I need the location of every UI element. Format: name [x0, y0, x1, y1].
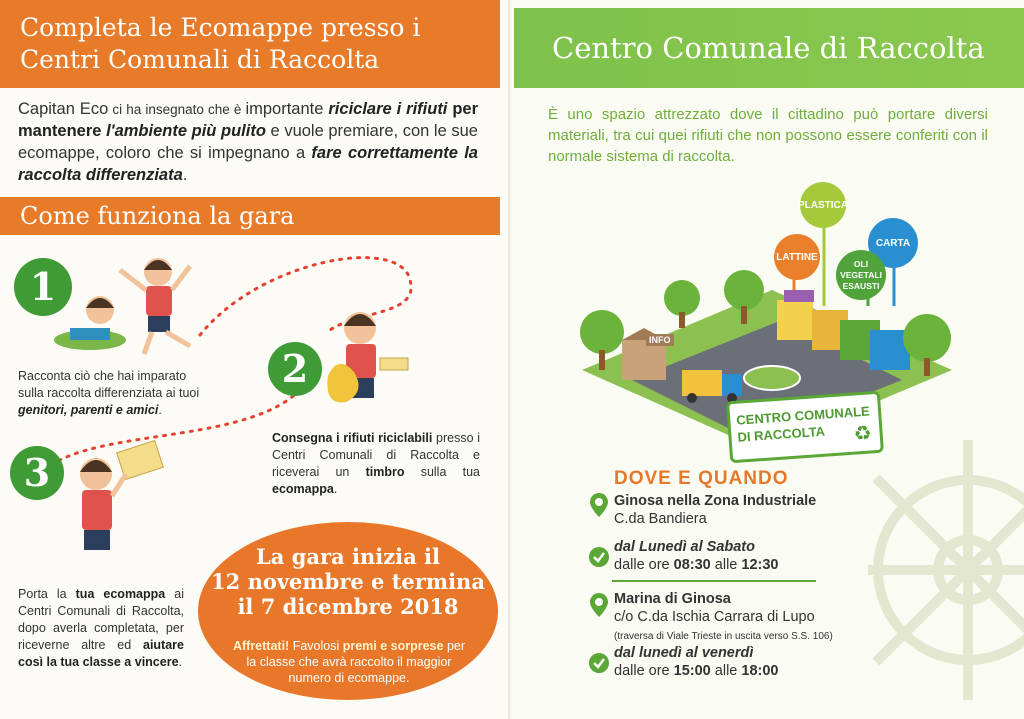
step-text-highlight: Consegna i rifiuti riciclabili — [272, 431, 433, 445]
contest-dates-heading — [198, 544, 498, 619]
schedule-2-title: dal lunedì al venerdì — [614, 645, 754, 661]
info-label: INFO — [646, 334, 674, 346]
schedule-2-to: 18:00 — [741, 663, 779, 679]
location-2 — [614, 590, 833, 644]
location-1-title: Ginosa nella Zona Industriale — [614, 493, 817, 509]
step-text-part: . — [178, 655, 183, 669]
schedule-1-to: 12:30 — [741, 557, 779, 573]
location-2-subtitle: c/o C.da Ischia Carrara di Lupo — [614, 609, 815, 625]
contest-text-part: per la classe che avrà raccolto il maggior numero di ecomappe. — [246, 639, 466, 685]
contest-text-part: Favolosi — [289, 639, 343, 653]
contest-dates-oval — [198, 522, 498, 700]
section-header-band — [0, 197, 500, 235]
bubble-plastica: PLASTICA — [800, 182, 846, 228]
kid-with-ecomap-illustration — [66, 436, 176, 576]
prizes-label: premi e sorprese — [342, 639, 444, 653]
schedule-text-part: alle — [710, 663, 742, 679]
page-fold — [508, 0, 511, 719]
step-2-badge: 2 — [268, 342, 322, 396]
step-text-part: presso i Centri Comunali di Raccolta e riceverai un — [272, 431, 480, 479]
left-header-line1: Completa le Ecomappe presso i — [20, 13, 421, 42]
kid-with-bag-illustration — [320, 306, 430, 426]
step-text-part: sulla tua — [404, 465, 480, 479]
schedule-2-from: 15:00 — [673, 663, 711, 679]
intro-highlight: fare correttamente la raccolta differenziata — [18, 144, 478, 184]
center-sign-line1: CENTRO COMUNALE — [735, 403, 871, 428]
contest-line2: 12 novembre e termina — [211, 569, 485, 594]
bubble-oli-line: VEGETALI — [840, 269, 882, 280]
intro-part: per mantenere — [18, 100, 479, 140]
center-sign-line2: DI RACCOLTA — [737, 423, 826, 445]
kids-illustration — [40, 250, 220, 360]
right-header-band — [514, 8, 1024, 88]
contest-line1: La gara inizia il — [256, 544, 440, 569]
step-text-highlight: ecomappa — [272, 482, 334, 496]
schedule-1-title: dal Lunedì al Sabato — [614, 539, 755, 555]
clock-check-icon — [588, 544, 610, 570]
center-sign-text — [736, 402, 872, 445]
brand-name: Capitan Eco — [18, 100, 109, 118]
step-text-part: . — [158, 403, 162, 417]
step-text-highlight: tua ecomappa — [75, 587, 166, 601]
location-pin-icon — [588, 492, 610, 518]
contest-line3: il 7 dicembre 2018 — [237, 594, 459, 619]
step-text-highlight: aiutare così la tua classe a vincere — [18, 638, 184, 669]
left-intro-paragraph — [18, 98, 478, 186]
intro-part: ci ha insegnato che è — [108, 102, 246, 117]
intro-part: e vuole premiare, con le sue ecomappe, coloro che si impegnano a — [18, 122, 478, 162]
schedule-2 — [614, 644, 778, 680]
step-3-badge: 3 — [10, 446, 64, 500]
step-text-part: ai Centri Comunali di Raccolta, dopo averla completata, per riceverne altre ed — [18, 587, 184, 652]
intro-highlight: riciclare i rifiuti — [328, 100, 448, 118]
location-pin-icon — [588, 592, 610, 618]
center-sign — [726, 391, 884, 464]
clock-check-icon — [588, 650, 610, 676]
bubble-oli-line: OLI — [853, 258, 869, 269]
schedule-1 — [614, 538, 778, 574]
dove-quando-heading: DOVE E QUANDO — [614, 468, 789, 489]
section-title: Come funziona la gara — [20, 202, 295, 230]
step-1-badge: 1 — [14, 258, 72, 316]
schedule-text-part: dalle ore — [614, 557, 674, 573]
left-header-title — [20, 12, 420, 76]
step-text-part: Racconta ciò che hai imparato sulla raccolta differenziata ai tuoi — [18, 369, 200, 400]
step-text-part: Porta la — [18, 587, 76, 601]
location-2-note: (traversa di Viale Trieste in uscita verso S.S. 106) — [614, 631, 833, 642]
step-text-highlight: genitori, parenti e amici — [18, 403, 159, 417]
intro-part: . — [182, 166, 188, 184]
location-2-title: Marina di Ginosa — [614, 591, 731, 607]
schedule-1-from: 08:30 — [673, 557, 711, 573]
bubble-oli-line: ESAUSTI — [842, 280, 880, 291]
intro-part: importante — [245, 100, 324, 118]
recycle-icon: ♻ — [852, 422, 873, 446]
left-header-band — [0, 0, 500, 88]
hurry-label: Affrettati! — [232, 639, 290, 653]
bubble-carta: CARTA — [868, 218, 918, 268]
right-header-title: Centro Comunale di Raccolta — [552, 31, 985, 65]
schedule-text-part: alle — [710, 557, 742, 573]
contest-description — [230, 638, 468, 686]
location-1 — [614, 492, 816, 528]
step-text-part: . — [333, 482, 338, 496]
divider — [612, 580, 816, 582]
right-intro-paragraph: È uno spazio attrezzato dove il cittadino può portare diversi materiali, tra cui quei rifiuti che non possono essere conferiti con il normale sistema di raccolta. — [548, 106, 988, 165]
left-header-line2: Centri Comunali di Raccolta — [20, 45, 380, 74]
step-3-text — [18, 586, 184, 671]
intro-highlight: l'ambiente più pulito — [106, 122, 266, 140]
step-1-text — [18, 368, 208, 419]
step-text-highlight: timbro — [365, 465, 405, 479]
schedule-text-part: dalle ore — [614, 663, 674, 679]
step-2-text — [272, 430, 480, 498]
location-1-subtitle: C.da Bandiera — [614, 511, 707, 527]
bubble-lattine: LATTINE — [774, 234, 820, 280]
ship-wheel-icon — [868, 420, 1024, 719]
